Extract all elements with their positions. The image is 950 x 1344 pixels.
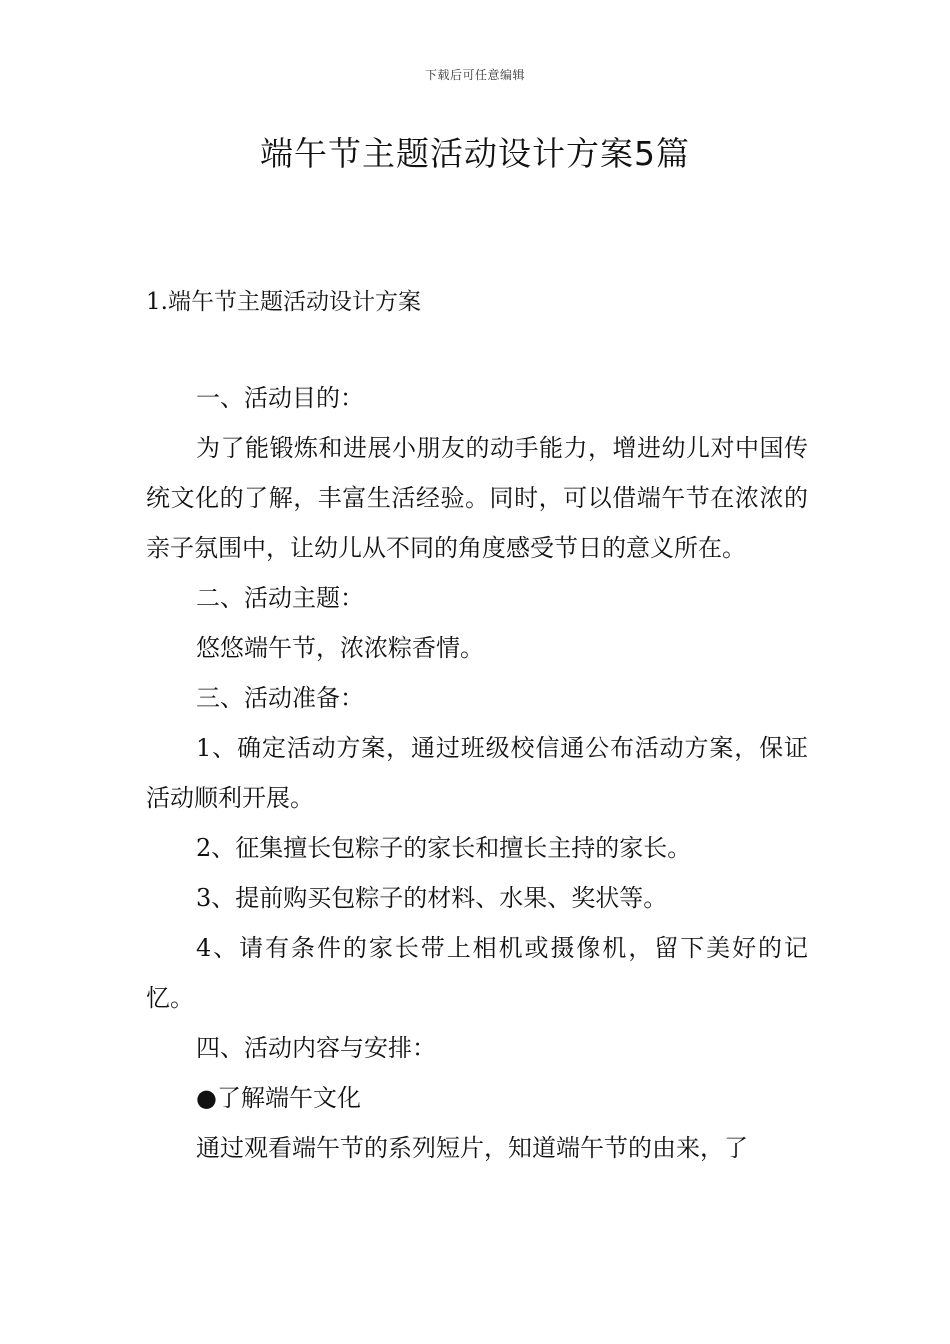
heading-theme: 二、活动主题：	[196, 584, 364, 612]
paragraph-purpose: 为了能锻炼和进展小朋友的动手能力，增进幼儿对中国传统文化的了解，丰富生活经验。同时，可以借端午节在浓浓的亲子氛围中，让幼儿从不同的角度感受节日的意义所在。	[146, 434, 808, 562]
document-title: 端午节主题活动设计方案5篇	[260, 134, 690, 173]
preparation-item-1: 1、确定活动方案，通过班级校信通公布活动方案，保证活动顺利开展。	[146, 734, 808, 812]
bullet-item-culture: ●了解端午文化	[196, 1084, 361, 1112]
document-body	[146, 373, 808, 1173]
paragraph-theme: 悠悠端午节，浓浓粽香情。	[196, 634, 484, 662]
preparation-item-4: 4、请有条件的家长带上相机或摄像机，留下美好的记忆。	[146, 934, 808, 1012]
section-heading: 1.端午节主题活动设计方案	[146, 289, 421, 315]
page-header-note: 下载后可任意编辑	[424, 68, 525, 82]
preparation-item-2: 2、征集擅长包粽子的家长和擅长主持的家长。	[196, 834, 692, 862]
heading-content: 四、活动内容与安排：	[196, 1034, 436, 1062]
heading-preparation: 三、活动准备：	[196, 684, 364, 712]
heading-purpose: 一、活动目的：	[196, 384, 364, 412]
paragraph-culture: 通过观看端午节的系列短片，知道端午节的由来，了	[196, 1134, 748, 1162]
preparation-item-3: 3、提前购买包粽子的材料、水果、奖状等。	[196, 884, 668, 912]
